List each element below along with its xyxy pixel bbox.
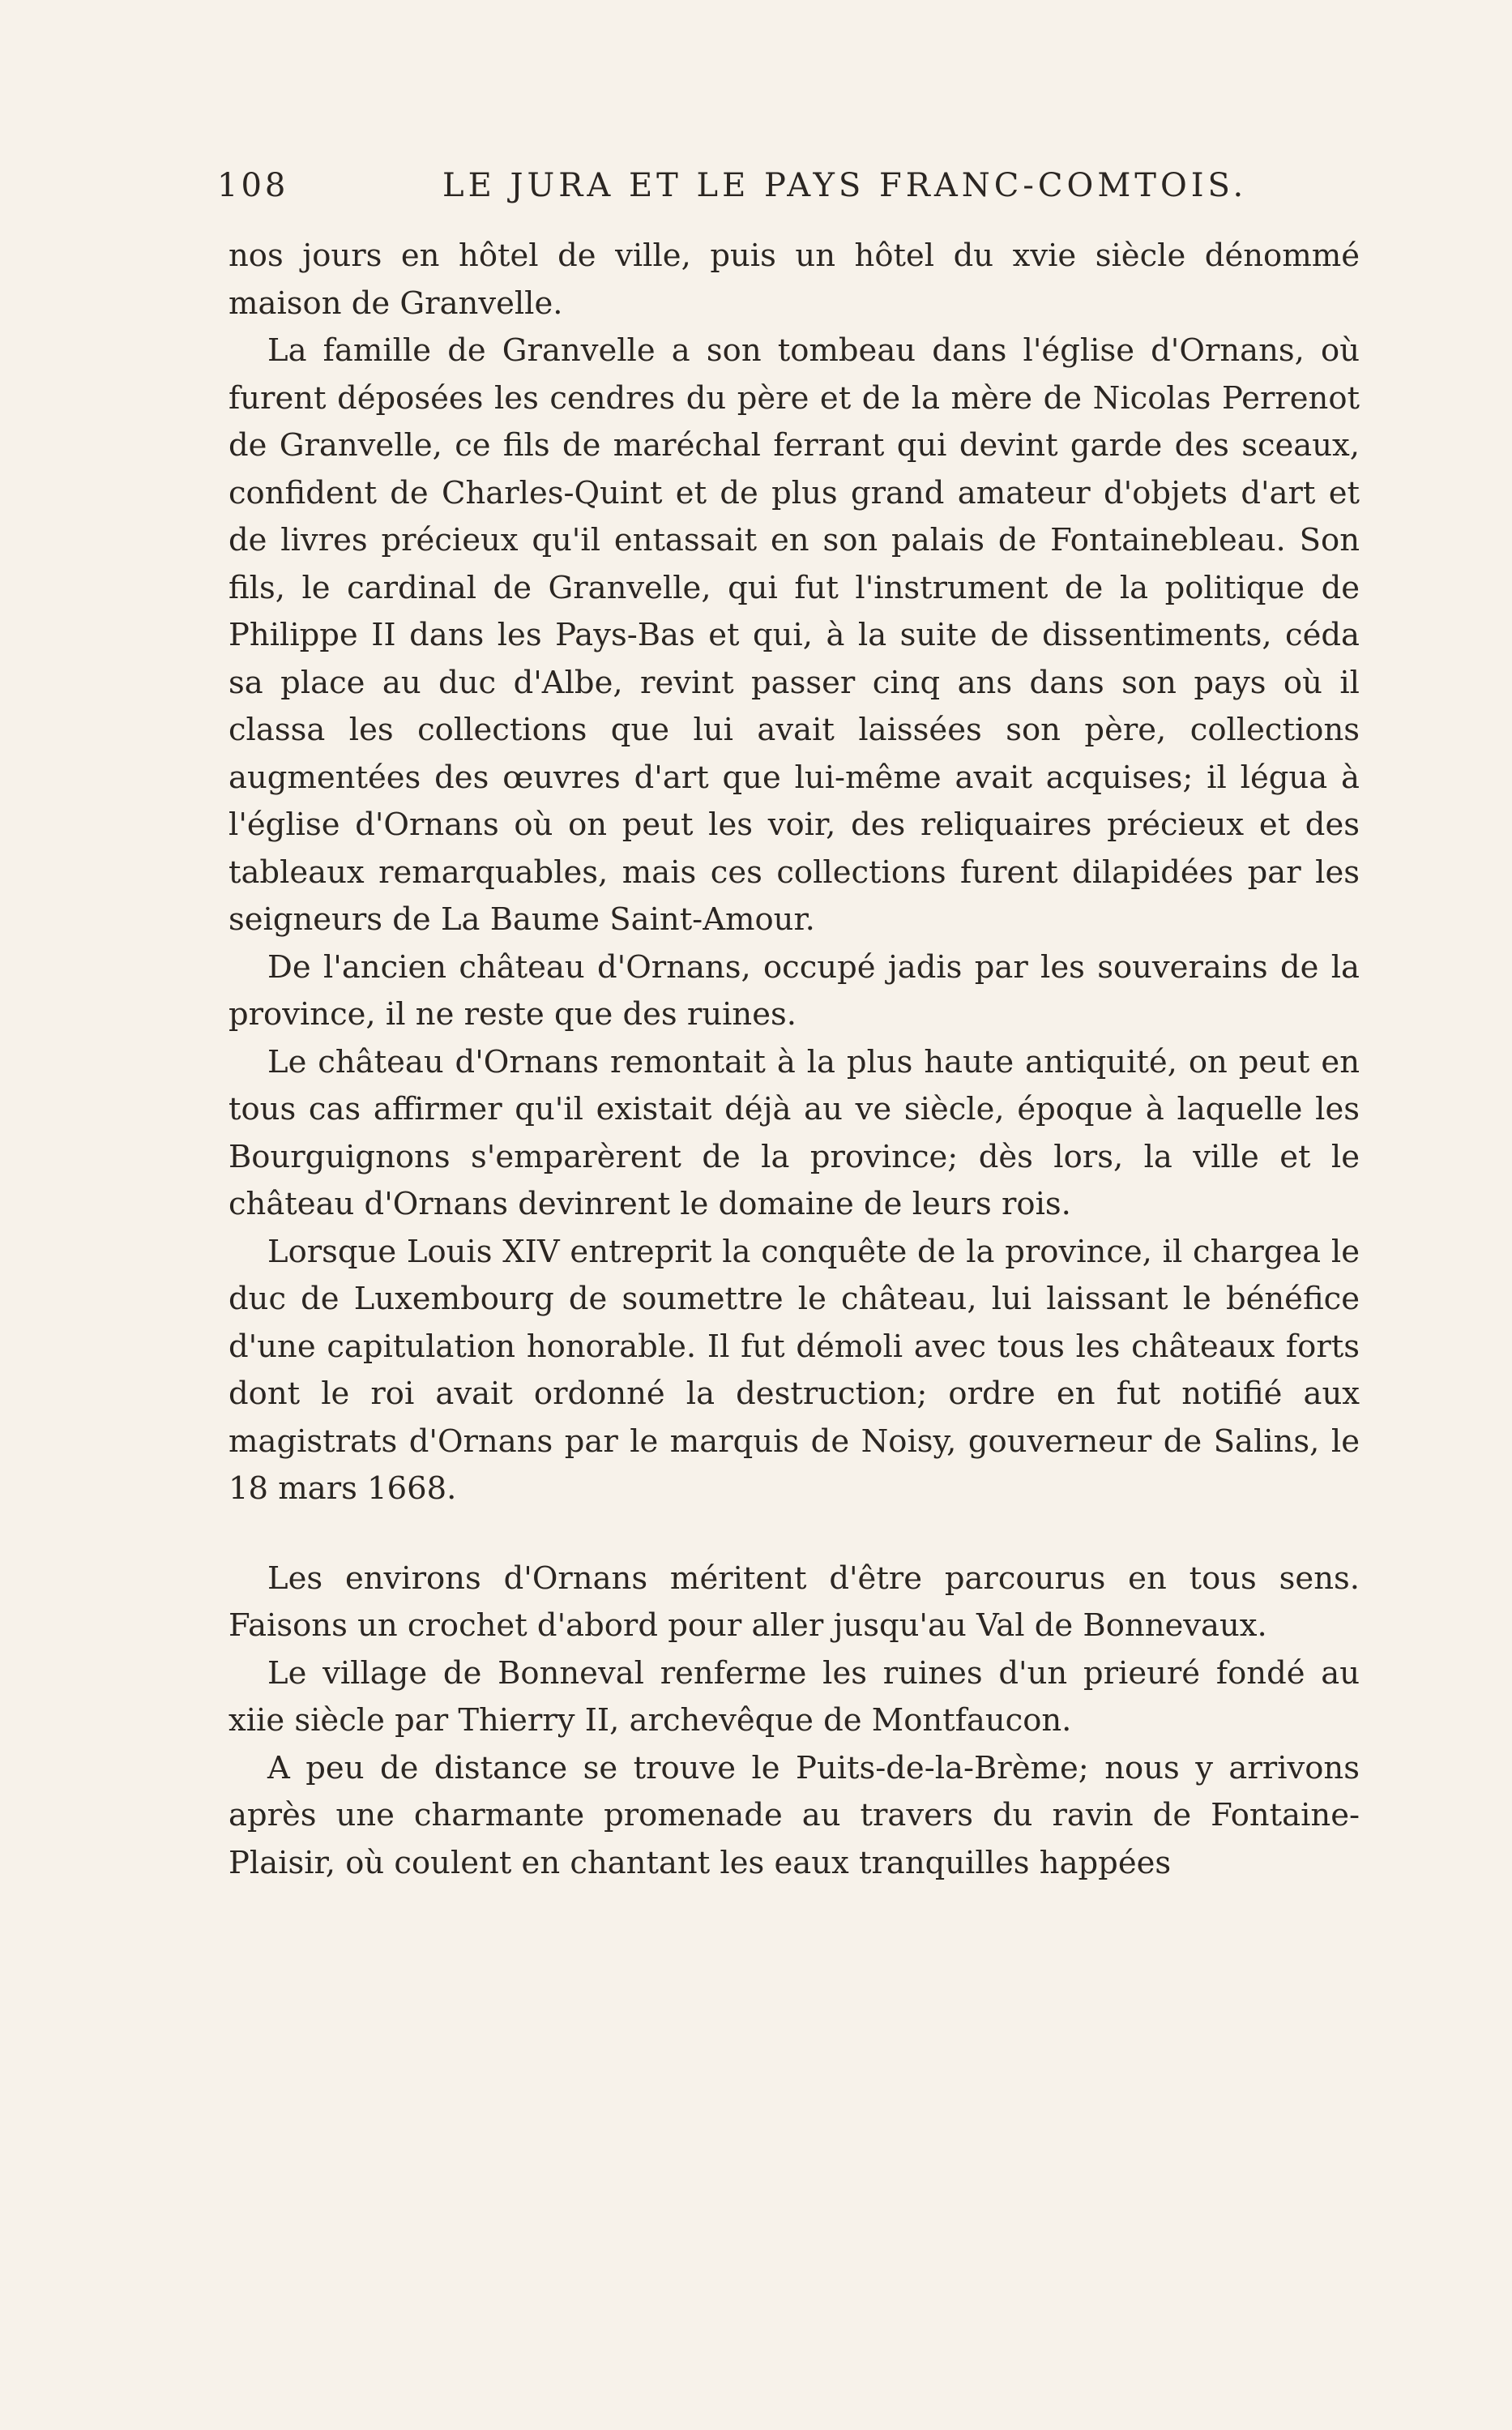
paragraph-ancien-chateau: De l'ancien château d'Ornans, occupé jadis par les souverains de la province, il ne reste que des ruines. — [229, 948, 1360, 1033]
paragraph-granvelle-family: La famille de Granvelle a son tombeau dans l'église d'Ornans, où furent déposées les cendres du père et de la mère de Nicolas Perrenot de Granvelle, ce fils de maréchal ferrant qui devint garde des sceaux, confident de Charles-Quint et de plus grand amateur d'objets d'art et de livres précieux qu'il entassait en son palais de Fontainebleau. Son fils, le cardinal de Granvelle, qui fut l'instrument de la politique de Philippe II dans les Pays-Bas et qui, à la suite de dissentiments, céda sa place au duc d'Albe, revint passer cinq ans dans son pays où il classa les collections que lui avait laissées son père, collections augmentées des œuvres d'art que lui-même avait acquises; il légua à l'église d'Ornans où on peut les voir, des reliquaires précieux et des tableaux remarquables, mais ces collections furent dilapidées par les seigneurs de La Baume Saint-Amour. — [229, 332, 1360, 938]
paragraph-continuation: nos jours en hôtel de ville, puis un hôtel du xvie siècle dénommé maison de Granvelle. — [229, 237, 1360, 322]
section-gap — [229, 1513, 1360, 1555]
body-text — [229, 233, 1360, 1887]
paragraph-puits-de-la-breme: A peu de distance se trouve le Puits-de-la-Brème; nous y arrivons après une charmante promenade au travers du ravin de Fontaine-Plaisir, où coulent en chantant les eaux tranquilles happées — [229, 1749, 1360, 1881]
page-number: 108 — [217, 167, 289, 204]
paragraph-louis-xiv: Lorsque Louis XIV entreprit la conquête de la province, il chargea le duc de Luxembourg de soumettre le château, lui laissant le bénéfice d'une capitulation honorable. Il fut démoli avec tous les châteaux forts dont le roi avait ordonné la destruction; ordre en fut notifié aux magistrats d'Ornans par le marquis de Noisy, gouverneur de Salins, le 18 mars 1668. — [229, 1233, 1360, 1507]
running-title: LE JURA ET LE PAYS FRANC-COMTOIS. — [442, 167, 1248, 204]
running-head — [217, 167, 1360, 216]
paragraph-chateau-antiquite: Le château d'Ornans remontait à la plus haute antiquité, on peut en tous cas affirmer qu'il existait déjà au ve siècle, époque à laquelle les Bourguignons s'emparèrent de la province; dès lors, la ville et le château d'Ornans devinrent le domaine de leurs rois. — [229, 1043, 1360, 1222]
paragraph-bonneval: Le village de Bonneval renferme les ruines d'un prieuré fondé au xiie siècle par Thierry II, archevêque de Montfaucon. — [229, 1654, 1360, 1739]
paragraph-environs: Les environs d'Ornans méritent d'être parcourus en tous sens. Faisons un crochet d'abord pour aller jusqu'au Val de Bonnevaux. — [229, 1559, 1360, 1644]
